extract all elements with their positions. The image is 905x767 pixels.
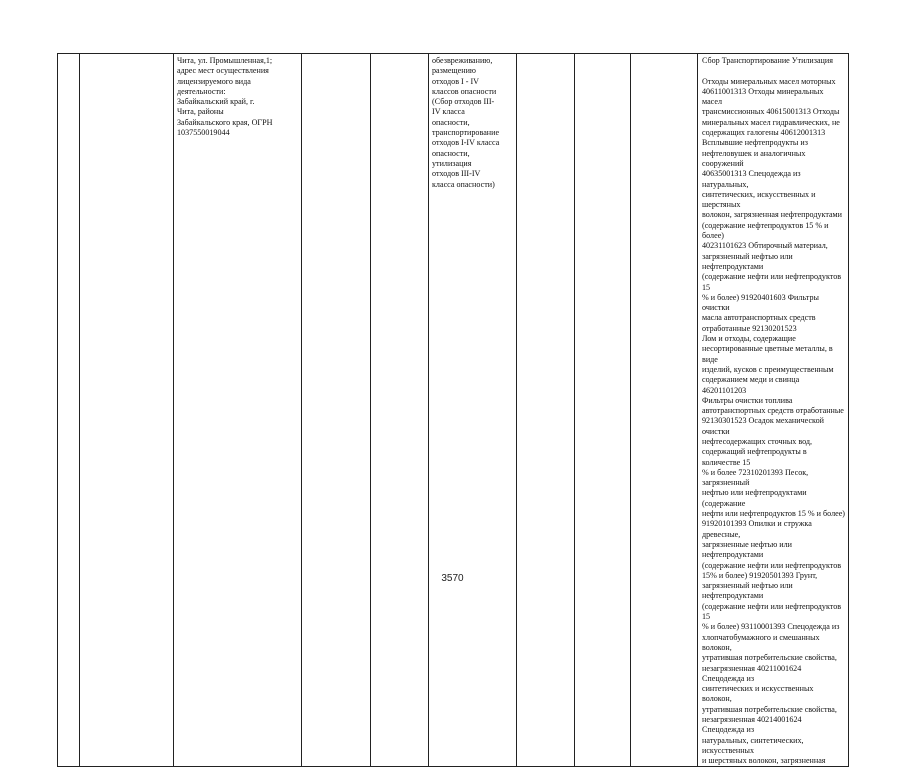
cell-activities: обезвреживанию, размещению отходов I - IV классов опасности (Сбор отходов III- IV класса опасности, транспортирование отходов I-IV класса опасности, утилизация отходов III-IV класса опасности) bbox=[429, 54, 517, 767]
page-number: 3570 bbox=[441, 573, 464, 584]
table-row bbox=[58, 54, 849, 767]
cell-empty bbox=[371, 54, 429, 767]
cell-licensee bbox=[80, 54, 174, 767]
cell-number bbox=[58, 54, 80, 767]
cell-empty bbox=[575, 54, 631, 767]
cell-empty bbox=[517, 54, 575, 767]
cell-empty bbox=[302, 54, 371, 767]
license-registry-table bbox=[57, 53, 849, 767]
cell-waste-list: Сбор Транспортирование Утилизация Отходы минеральных масел моторных 40611001313 Отходы минеральных масел трансмиссионных 40615001313 Отходы минеральных масел гидравлических, не содержащих галогены 40612001313 Всплывшие нефтепродукты из нефтеловушек и аналогичных сооружений 40635001313 Спецодежда из натуральных, синтетических, искусственных и шерстяных волокон, загрязненная нефтепродуктами (содержание нефтепродуктов 15 % и более) 40231101623 Обтирочный материал, загрязненный нефтью или нефтепродуктами (содержание нефти или нефтепродуктов 15 % и более) 91920401603 Фильтры очистки масла автотранспортных средств отработанные 92130201523 Лом и отходы, содержащие несортированные цветные металлы, в виде изделий, кусков с преимущественным содержанием меди и свинца 46201101203 Фильтры очистки топлива автотранспортных средств отработанные 92130301523 Осадок механической очистки нефтесодержащих сточных вод, содержащий нефтепродукты в количестве 15 % и более 72310201393 Песок, загрязненный нефтью или нефтепродуктами (содержание нефти или нефтепродуктов 15 % и более) 91920101393 Опилки и стружка древесные, загрязненные нефтью или нефтепродуктами (содержание нефти или нефтепродуктов 15% и более) 91920501393 Грунт, загрязненный нефтью или нефтепродуктами (содержание нефти или нефтепродуктов 15 % и более) 93110001393 Спецодежда из хлопчатобумажного и смешанных волокон, утратившая потребительские свойства, незагрязненная 40211001624 Спецодежда из синтетических и искусственных волокон, утратившая потребительские свойства, незагрязненная 40214001624 Спецодежда из натуральных, синтетических, искусственных и шерстяных волокон, загрязненная bbox=[698, 54, 849, 767]
cell-empty bbox=[631, 54, 698, 767]
cell-address: Чита, ул. Промышленная,1; адрес мест осуществления лицензируемого вида деятельности: Забайкальский край, г. Чита, районы Забайкальского края, ОГРН 1037550019044 bbox=[174, 54, 302, 767]
